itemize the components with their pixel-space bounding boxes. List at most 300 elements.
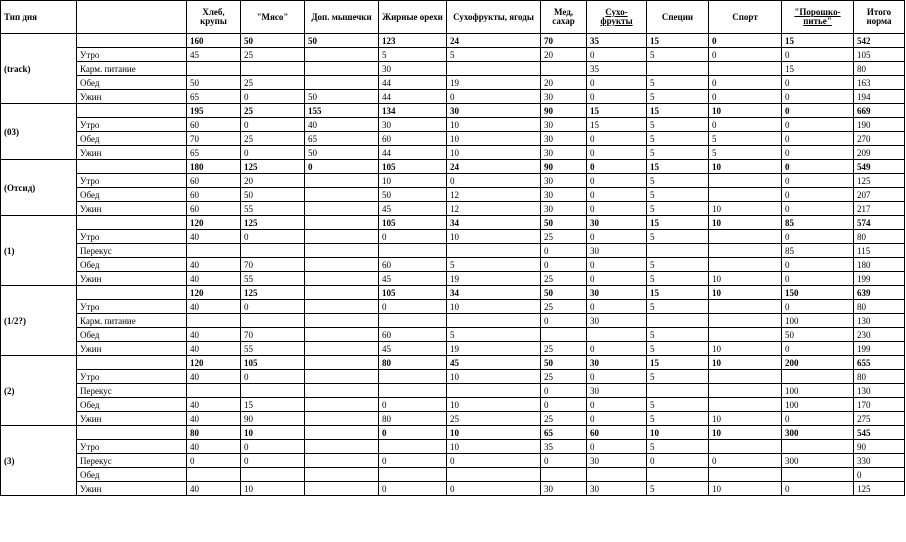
value-cell-bread: 50 (187, 76, 241, 90)
value-cell-spices (647, 314, 709, 328)
day-total-row (1, 356, 905, 370)
day-total-row (1, 426, 905, 440)
meal-cell: Ужин (77, 90, 187, 104)
table-body (1, 34, 905, 496)
value-cell-total: 130 (854, 314, 905, 328)
value-cell-powder: 0 (782, 202, 854, 216)
value-cell-total: 115 (854, 244, 905, 258)
value-cell-sport (709, 188, 782, 202)
day-type-cell: (Отсид) (1, 160, 77, 216)
value-cell-bread: 40 (187, 370, 241, 384)
value-cell-powder: 0 (782, 272, 854, 286)
table-row (1, 258, 905, 272)
value-cell-honey-sugar: 30 (541, 188, 587, 202)
table-row (1, 440, 905, 454)
value-cell-dried-fruit: 34 (447, 286, 541, 300)
value-cell-bread: 40 (187, 300, 241, 314)
value-cell-total: 190 (854, 118, 905, 132)
value-cell-spices: 15 (647, 286, 709, 300)
value-cell-dry-fruits (587, 328, 647, 342)
value-cell-dry-fruits: 60 (587, 426, 647, 440)
value-cell-bread (187, 62, 241, 76)
value-cell-total: 669 (854, 104, 905, 118)
meal-cell: Ужин (77, 342, 187, 356)
value-cell-extra-meat (305, 272, 379, 286)
meal-cell: Обед (77, 468, 187, 482)
value-cell-dry-fruits: 0 (587, 230, 647, 244)
value-cell-oily-nuts: 60 (379, 328, 447, 342)
value-cell-meat: 55 (241, 272, 305, 286)
value-cell-honey-sugar: 0 (541, 398, 587, 412)
value-cell-dry-fruits: 0 (587, 300, 647, 314)
value-cell-total: 0 (854, 468, 905, 482)
value-cell-dry-fruits: 0 (587, 258, 647, 272)
value-cell-extra-meat: 50 (305, 146, 379, 160)
value-cell-dry-fruits: 0 (587, 146, 647, 160)
table-row (1, 62, 905, 76)
day-type-cell: (2) (1, 356, 77, 426)
value-cell-dried-fruit: 34 (447, 216, 541, 230)
value-cell-dried-fruit (447, 384, 541, 398)
value-cell-oily-nuts: 60 (379, 258, 447, 272)
value-cell-honey-sugar (541, 328, 587, 342)
value-cell-meat: 50 (241, 188, 305, 202)
value-cell-total: 330 (854, 454, 905, 468)
value-cell-dry-fruits: 0 (587, 342, 647, 356)
table-row (1, 272, 905, 286)
value-cell-meat: 10 (241, 426, 305, 440)
column-header-label: Сухо-фрукты (600, 7, 633, 26)
value-cell-meat: 0 (241, 118, 305, 132)
column-header-label: "Порошко-питье" (794, 7, 841, 26)
value-cell-spices (647, 62, 709, 76)
value-cell-sport (709, 384, 782, 398)
value-cell-extra-meat (305, 384, 379, 398)
value-cell-powder: 0 (782, 160, 854, 174)
value-cell-sport: 10 (709, 202, 782, 216)
value-cell-dried-fruit: 19 (447, 76, 541, 90)
value-cell-powder: 100 (782, 314, 854, 328)
value-cell-meat: 15 (241, 398, 305, 412)
value-cell-oily-nuts: 44 (379, 146, 447, 160)
value-cell-extra-meat: 0 (305, 160, 379, 174)
value-cell-total: 170 (854, 398, 905, 412)
column-header-label: Специи (661, 11, 694, 22)
value-cell-bread: 40 (187, 230, 241, 244)
value-cell-meat: 0 (241, 370, 305, 384)
column-header-day-type (1, 1, 77, 34)
value-cell-dried-fruit: 19 (447, 272, 541, 286)
column-header-label: Доп. мышечки (311, 11, 372, 22)
day-type-cell: (3) (1, 426, 77, 496)
value-cell-honey-sugar (541, 468, 587, 482)
meal-cell: Перекус (77, 384, 187, 398)
value-cell-meat: 105 (241, 356, 305, 370)
value-cell-powder: 150 (782, 286, 854, 300)
value-cell-oily-nuts: 105 (379, 216, 447, 230)
value-cell-total: 199 (854, 342, 905, 356)
value-cell-bread: 60 (187, 188, 241, 202)
value-cell-dry-fruits: 0 (587, 440, 647, 454)
column-header-honey-sugar (541, 1, 587, 34)
value-cell-bread: 40 (187, 482, 241, 496)
table-row (1, 300, 905, 314)
value-cell-spices: 5 (647, 174, 709, 188)
value-cell-sport (709, 468, 782, 482)
value-cell-honey-sugar: 25 (541, 412, 587, 426)
value-cell-spices: 5 (647, 440, 709, 454)
value-cell-spices: 5 (647, 90, 709, 104)
value-cell-spices: 15 (647, 160, 709, 174)
value-cell-meat (241, 244, 305, 258)
value-cell-dried-fruit: 12 (447, 188, 541, 202)
day-total-row (1, 34, 905, 48)
value-cell-sport: 5 (709, 146, 782, 160)
value-cell-spices: 15 (647, 104, 709, 118)
value-cell-bread: 40 (187, 328, 241, 342)
value-cell-meat: 0 (241, 440, 305, 454)
value-cell-powder: 0 (782, 118, 854, 132)
value-cell-total: 275 (854, 412, 905, 426)
table-row (1, 90, 905, 104)
meal-cell: Ужин (77, 202, 187, 216)
value-cell-bread: 70 (187, 132, 241, 146)
table-row (1, 202, 905, 216)
value-cell-total: 230 (854, 328, 905, 342)
value-cell-extra-meat (305, 356, 379, 370)
value-cell-honey-sugar: 30 (541, 132, 587, 146)
table-row (1, 132, 905, 146)
value-cell-spices: 5 (647, 230, 709, 244)
value-cell-bread: 60 (187, 202, 241, 216)
value-cell-oily-nuts: 45 (379, 202, 447, 216)
value-cell-bread: 40 (187, 272, 241, 286)
value-cell-extra-meat (305, 62, 379, 76)
value-cell-oily-nuts: 105 (379, 160, 447, 174)
value-cell-dry-fruits: 15 (587, 118, 647, 132)
value-cell-sport (709, 258, 782, 272)
value-cell-total: 180 (854, 258, 905, 272)
value-cell-honey-sugar: 30 (541, 482, 587, 496)
value-cell-meat: 0 (241, 300, 305, 314)
value-cell-spices: 15 (647, 356, 709, 370)
column-header-dried-fruit (447, 1, 541, 34)
value-cell-dry-fruits: 0 (587, 132, 647, 146)
day-type-cell: (1/2?) (1, 286, 77, 356)
value-cell-powder (782, 468, 854, 482)
value-cell-honey-sugar: 50 (541, 356, 587, 370)
value-cell-dry-fruits: 30 (587, 286, 647, 300)
value-cell-oily-nuts: 0 (379, 482, 447, 496)
value-cell-extra-meat (305, 370, 379, 384)
value-cell-powder: 0 (782, 258, 854, 272)
value-cell-total: 574 (854, 216, 905, 230)
value-cell-extra-meat (305, 440, 379, 454)
value-cell-meat: 25 (241, 76, 305, 90)
value-cell-honey-sugar: 65 (541, 426, 587, 440)
value-cell-extra-meat: 50 (305, 90, 379, 104)
value-cell-powder (782, 440, 854, 454)
value-cell-total: 80 (854, 62, 905, 76)
value-cell-bread: 0 (187, 454, 241, 468)
value-cell-bread: 120 (187, 356, 241, 370)
value-cell-oily-nuts: 44 (379, 76, 447, 90)
meal-cell: Ужин (77, 146, 187, 160)
value-cell-total: 542 (854, 34, 905, 48)
value-cell-dried-fruit: 10 (447, 426, 541, 440)
value-cell-spices: 5 (647, 48, 709, 62)
value-cell-honey-sugar: 25 (541, 230, 587, 244)
value-cell-meat: 25 (241, 48, 305, 62)
value-cell-powder: 0 (782, 188, 854, 202)
value-cell-honey-sugar: 0 (541, 454, 587, 468)
value-cell-extra-meat: 40 (305, 118, 379, 132)
value-cell-bread: 80 (187, 426, 241, 440)
value-cell-spices: 15 (647, 34, 709, 48)
meal-cell: Утро (77, 48, 187, 62)
day-type-cell: (track) (1, 34, 77, 104)
value-cell-sport (709, 328, 782, 342)
value-cell-oily-nuts: 50 (379, 188, 447, 202)
value-cell-sport: 10 (709, 426, 782, 440)
value-cell-dried-fruit: 10 (447, 398, 541, 412)
value-cell-total: 80 (854, 370, 905, 384)
value-cell-sport: 0 (709, 118, 782, 132)
value-cell-oily-nuts: 0 (379, 426, 447, 440)
value-cell-spices: 5 (647, 300, 709, 314)
column-header-label: Хлеб, крупы (200, 7, 227, 26)
value-cell-dried-fruit (447, 244, 541, 258)
value-cell-oily-nuts: 10 (379, 174, 447, 188)
value-cell-extra-meat (305, 76, 379, 90)
value-cell-bread: 180 (187, 160, 241, 174)
value-cell-meat: 70 (241, 328, 305, 342)
value-cell-powder: 0 (782, 48, 854, 62)
value-cell-extra-meat: 65 (305, 132, 379, 146)
table-row (1, 48, 905, 62)
value-cell-sport: 10 (709, 272, 782, 286)
meal-cell (77, 216, 187, 230)
value-cell-honey-sugar: 30 (541, 202, 587, 216)
value-cell-spices: 15 (647, 216, 709, 230)
value-cell-powder: 300 (782, 426, 854, 440)
value-cell-extra-meat (305, 314, 379, 328)
value-cell-dried-fruit: 10 (447, 300, 541, 314)
value-cell-dried-fruit: 10 (447, 132, 541, 146)
value-cell-dry-fruits: 0 (587, 90, 647, 104)
value-cell-meat: 50 (241, 34, 305, 48)
value-cell-dry-fruits: 15 (587, 104, 647, 118)
value-cell-meat: 125 (241, 286, 305, 300)
value-cell-spices (647, 244, 709, 258)
value-cell-oily-nuts: 0 (379, 300, 447, 314)
value-cell-extra-meat (305, 454, 379, 468)
value-cell-meat (241, 62, 305, 76)
value-cell-meat: 90 (241, 412, 305, 426)
value-cell-extra-meat (305, 230, 379, 244)
table-row (1, 76, 905, 90)
value-cell-powder: 0 (782, 342, 854, 356)
value-cell-oily-nuts: 123 (379, 34, 447, 48)
value-cell-extra-meat (305, 300, 379, 314)
value-cell-spices: 5 (647, 328, 709, 342)
value-cell-bread: 65 (187, 90, 241, 104)
value-cell-total: 80 (854, 230, 905, 244)
value-cell-honey-sugar: 30 (541, 118, 587, 132)
value-cell-honey-sugar: 25 (541, 272, 587, 286)
value-cell-extra-meat (305, 412, 379, 426)
value-cell-powder: 0 (782, 132, 854, 146)
table-row (1, 482, 905, 496)
value-cell-sport: 10 (709, 104, 782, 118)
value-cell-meat: 70 (241, 258, 305, 272)
value-cell-meat: 0 (241, 454, 305, 468)
value-cell-powder: 0 (782, 90, 854, 104)
value-cell-total: 90 (854, 440, 905, 454)
value-cell-total: 270 (854, 132, 905, 146)
value-cell-dry-fruits: 35 (587, 34, 647, 48)
meal-cell: Перекус (77, 454, 187, 468)
value-cell-extra-meat (305, 482, 379, 496)
value-cell-bread: 120 (187, 286, 241, 300)
value-cell-meat: 125 (241, 160, 305, 174)
value-cell-powder: 15 (782, 34, 854, 48)
column-header-label: Сухофрукты, ягоды (453, 11, 534, 22)
value-cell-spices: 5 (647, 76, 709, 90)
meal-cell: Карм. питание (77, 62, 187, 76)
column-header-label: Спорт (732, 11, 758, 22)
value-cell-spices: 5 (647, 202, 709, 216)
value-cell-oily-nuts (379, 468, 447, 482)
column-header-spices (647, 1, 709, 34)
value-cell-honey-sugar: 0 (541, 258, 587, 272)
meal-cell (77, 34, 187, 48)
day-total-row (1, 104, 905, 118)
table-row (1, 146, 905, 160)
value-cell-oily-nuts: 45 (379, 342, 447, 356)
value-cell-dried-fruit (447, 62, 541, 76)
column-header-label: Мед, сахар (552, 7, 575, 26)
value-cell-oily-nuts: 80 (379, 412, 447, 426)
value-cell-dry-fruits: 0 (587, 272, 647, 286)
value-cell-oily-nuts: 0 (379, 230, 447, 244)
value-cell-meat: 10 (241, 482, 305, 496)
value-cell-bread: 60 (187, 118, 241, 132)
value-cell-dry-fruits: 30 (587, 482, 647, 496)
value-cell-honey-sugar: 0 (541, 244, 587, 258)
value-cell-bread: 40 (187, 342, 241, 356)
table-row (1, 384, 905, 398)
value-cell-dry-fruits: 0 (587, 370, 647, 384)
value-cell-dried-fruit: 45 (447, 356, 541, 370)
value-cell-extra-meat (305, 468, 379, 482)
day-total-row (1, 160, 905, 174)
meal-cell: Ужин (77, 412, 187, 426)
value-cell-oily-nuts: 45 (379, 272, 447, 286)
value-cell-sport (709, 370, 782, 384)
value-cell-dried-fruit: 12 (447, 202, 541, 216)
value-cell-bread: 40 (187, 258, 241, 272)
value-cell-dried-fruit: 24 (447, 160, 541, 174)
value-cell-total: 130 (854, 384, 905, 398)
meal-cell: Утро (77, 118, 187, 132)
value-cell-oily-nuts: 44 (379, 90, 447, 104)
value-cell-oily-nuts (379, 314, 447, 328)
meal-cell: Ужин (77, 272, 187, 286)
value-cell-powder: 15 (782, 62, 854, 76)
value-cell-powder: 0 (782, 174, 854, 188)
value-cell-sport (709, 174, 782, 188)
value-cell-powder: 0 (782, 412, 854, 426)
value-cell-bread: 65 (187, 146, 241, 160)
value-cell-extra-meat (305, 342, 379, 356)
value-cell-dry-fruits: 0 (587, 174, 647, 188)
meal-cell: Перекус (77, 244, 187, 258)
value-cell-dry-fruits (587, 468, 647, 482)
value-cell-dried-fruit: 0 (447, 482, 541, 496)
value-cell-dried-fruit: 5 (447, 48, 541, 62)
value-cell-sport (709, 300, 782, 314)
day-total-row (1, 286, 905, 300)
value-cell-powder: 300 (782, 454, 854, 468)
value-cell-total: 207 (854, 188, 905, 202)
value-cell-sport: 10 (709, 160, 782, 174)
value-cell-sport: 0 (709, 76, 782, 90)
column-header-dry-fruits (587, 1, 647, 34)
value-cell-sport (709, 62, 782, 76)
table-row (1, 314, 905, 328)
table-row (1, 230, 905, 244)
value-cell-total: 549 (854, 160, 905, 174)
value-cell-total: 655 (854, 356, 905, 370)
value-cell-powder: 100 (782, 398, 854, 412)
value-cell-spices: 5 (647, 412, 709, 426)
value-cell-dry-fruits: 30 (587, 216, 647, 230)
day-type-cell: (03) (1, 104, 77, 160)
value-cell-dry-fruits: 30 (587, 244, 647, 258)
meal-cell: Обед (77, 398, 187, 412)
value-cell-total: 209 (854, 146, 905, 160)
value-cell-powder: 0 (782, 300, 854, 314)
value-cell-oily-nuts (379, 244, 447, 258)
value-cell-oily-nuts: 0 (379, 398, 447, 412)
value-cell-dried-fruit: 30 (447, 104, 541, 118)
value-cell-honey-sugar: 20 (541, 76, 587, 90)
meal-cell: Обед (77, 76, 187, 90)
column-header-powder (782, 1, 854, 34)
value-cell-spices: 5 (647, 342, 709, 356)
value-cell-dried-fruit: 0 (447, 90, 541, 104)
value-cell-powder: 0 (782, 482, 854, 496)
value-cell-dried-fruit: 10 (447, 118, 541, 132)
column-header-label: Жирные орехи (382, 11, 443, 22)
value-cell-extra-meat (305, 258, 379, 272)
value-cell-sport (709, 314, 782, 328)
value-cell-dried-fruit: 5 (447, 328, 541, 342)
value-cell-dry-fruits: 30 (587, 454, 647, 468)
value-cell-meat: 125 (241, 216, 305, 230)
value-cell-sport (709, 398, 782, 412)
value-cell-spices: 5 (647, 258, 709, 272)
value-cell-honey-sugar: 30 (541, 174, 587, 188)
value-cell-total: 217 (854, 202, 905, 216)
table-row (1, 398, 905, 412)
day-type-cell: (1) (1, 216, 77, 286)
value-cell-extra-meat (305, 48, 379, 62)
value-cell-honey-sugar: 20 (541, 48, 587, 62)
value-cell-total: 80 (854, 300, 905, 314)
value-cell-dry-fruits: 0 (587, 202, 647, 216)
